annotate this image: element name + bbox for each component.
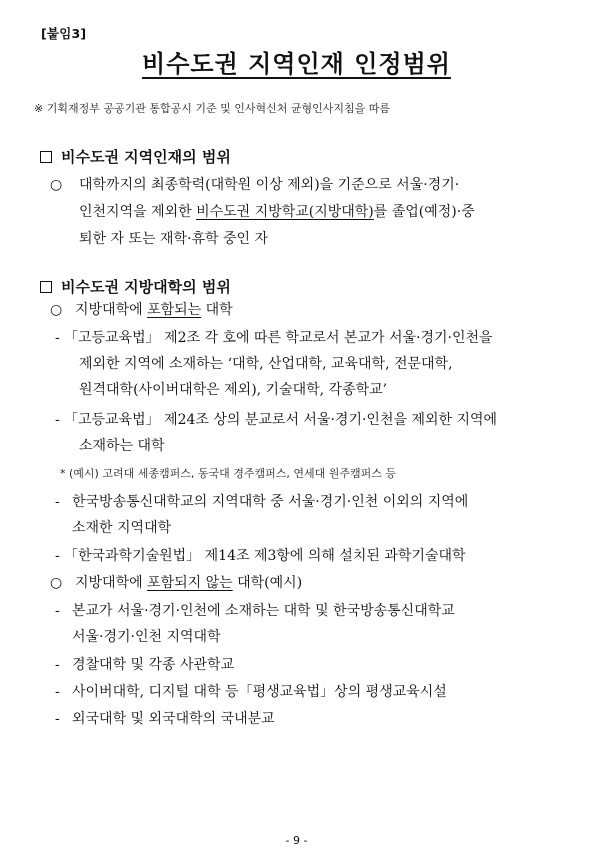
bullet-circle-icon: ○ xyxy=(50,177,63,193)
dash-marker: - xyxy=(55,684,60,700)
attachment-tag: [붙임3] xyxy=(41,26,87,41)
section-heading-talent-scope xyxy=(40,146,231,167)
excluded-heading-before: 지방대학에 xyxy=(75,575,148,591)
excluded-item-1-line-1: 본교가 서울·경기·인천에 소재하는 대학 및 한국방송통신대학교 xyxy=(72,603,455,619)
dash-marker: - xyxy=(55,548,60,564)
dash-marker: - xyxy=(55,330,60,346)
included-item-2-line-2: 소재하는 대학 xyxy=(79,438,165,454)
excluded-item-1-line-2: 서울·경기·인천 지역대학 xyxy=(72,629,221,645)
section-heading-text: 비수도권 지방대학의 범위 xyxy=(61,278,231,296)
dash-marker: - xyxy=(55,494,60,510)
dash-marker: - xyxy=(55,711,60,727)
reference-note: ※ 기획재정부 공공기관 통합공시 기준 및 인사혁신처 균형인사지침을 따름 xyxy=(34,102,390,115)
included-item-4-line-1: 「한국과학기술원법」 제14조 제3항에 의해 설치된 과학기술대학 xyxy=(64,548,466,564)
included-item-3-line-1: 한국방송통신대학교의 지역대학 중 서울·경기·인천 이외의 지역에 xyxy=(72,494,469,510)
included-item-1-line-1: 「고등교육법」 제2조 각 호에 따른 학교로서 본교가 서울·경기·인천을 xyxy=(64,330,493,346)
page-title xyxy=(0,44,593,79)
talent-scope-line-1: 대학까지의 최종학력(대학원 이상 제외)을 기준으로 서울·경기· xyxy=(79,177,460,193)
talent-scope-line-3: 퇴한 자 또는 재학·휴학 중인 자 xyxy=(79,231,268,247)
page-number: - 9 - xyxy=(285,834,308,847)
included-item-3-line-2: 소재한 지역대학 xyxy=(72,520,172,536)
talent-scope-line-2-before: 인천지역을 제외한 xyxy=(79,204,197,220)
regional-school-underlined: 비수도권 지방학교(지방대학) xyxy=(196,204,374,220)
dash-marker: - xyxy=(55,603,60,619)
included-item-1-line-2: 제외한 지역에 소재하는 ‘대학, 산업대학, 교육대학, 전문대학, xyxy=(79,356,453,372)
section-heading-university-scope xyxy=(40,276,231,297)
included-item-2-line-1: 「고등교육법」 제24조 상의 분교로서 서울·경기·인천을 제외한 지역에 xyxy=(64,412,498,428)
excluded-item-4-line-1: 외국대학 및 외국대학의 국내분교 xyxy=(72,711,275,727)
talent-scope-line-2 xyxy=(79,203,475,221)
excluded-item-3-line-1: 사이버대학, 디지털 대학 등「평생교육법」상의 평생교육시설 xyxy=(72,684,447,700)
section-heading-text: 비수도권 지역인재의 범위 xyxy=(61,148,231,166)
checkbox-square-icon xyxy=(40,151,52,163)
excluded-heading xyxy=(75,574,302,592)
checkbox-square-icon xyxy=(40,281,52,293)
excluded-heading-after: 대학(예시) xyxy=(232,575,303,591)
bullet-circle-icon: ○ xyxy=(50,575,63,591)
dash-marker: - xyxy=(55,412,60,428)
excluded-item-2-line-1: 경찰대학 및 각종 사관학교 xyxy=(72,657,235,673)
included-item-1-line-3: 원격대학(사이버대학은 제외), 기술대학, 각종학교’ xyxy=(79,382,388,398)
excluded-underlined: 포함되지 않는 xyxy=(147,575,233,591)
talent-scope-line-2-after: 를 졸업(예정)·중 xyxy=(373,204,475,220)
example-note: * (예시) 고려대 세종캠퍼스, 동국대 경주캠퍼스, 연세대 원주캠퍼스 등 xyxy=(60,467,396,480)
included-heading-before: 지방대학에 xyxy=(75,302,148,318)
included-heading xyxy=(75,301,233,319)
page-title-text: 비수도권 지역인재 인정범위 xyxy=(142,50,451,78)
included-heading-after: 대학 xyxy=(201,302,233,318)
bullet-circle-icon: ○ xyxy=(50,302,63,318)
included-underlined: 포함되는 xyxy=(147,302,202,318)
dash-marker: - xyxy=(55,657,60,673)
